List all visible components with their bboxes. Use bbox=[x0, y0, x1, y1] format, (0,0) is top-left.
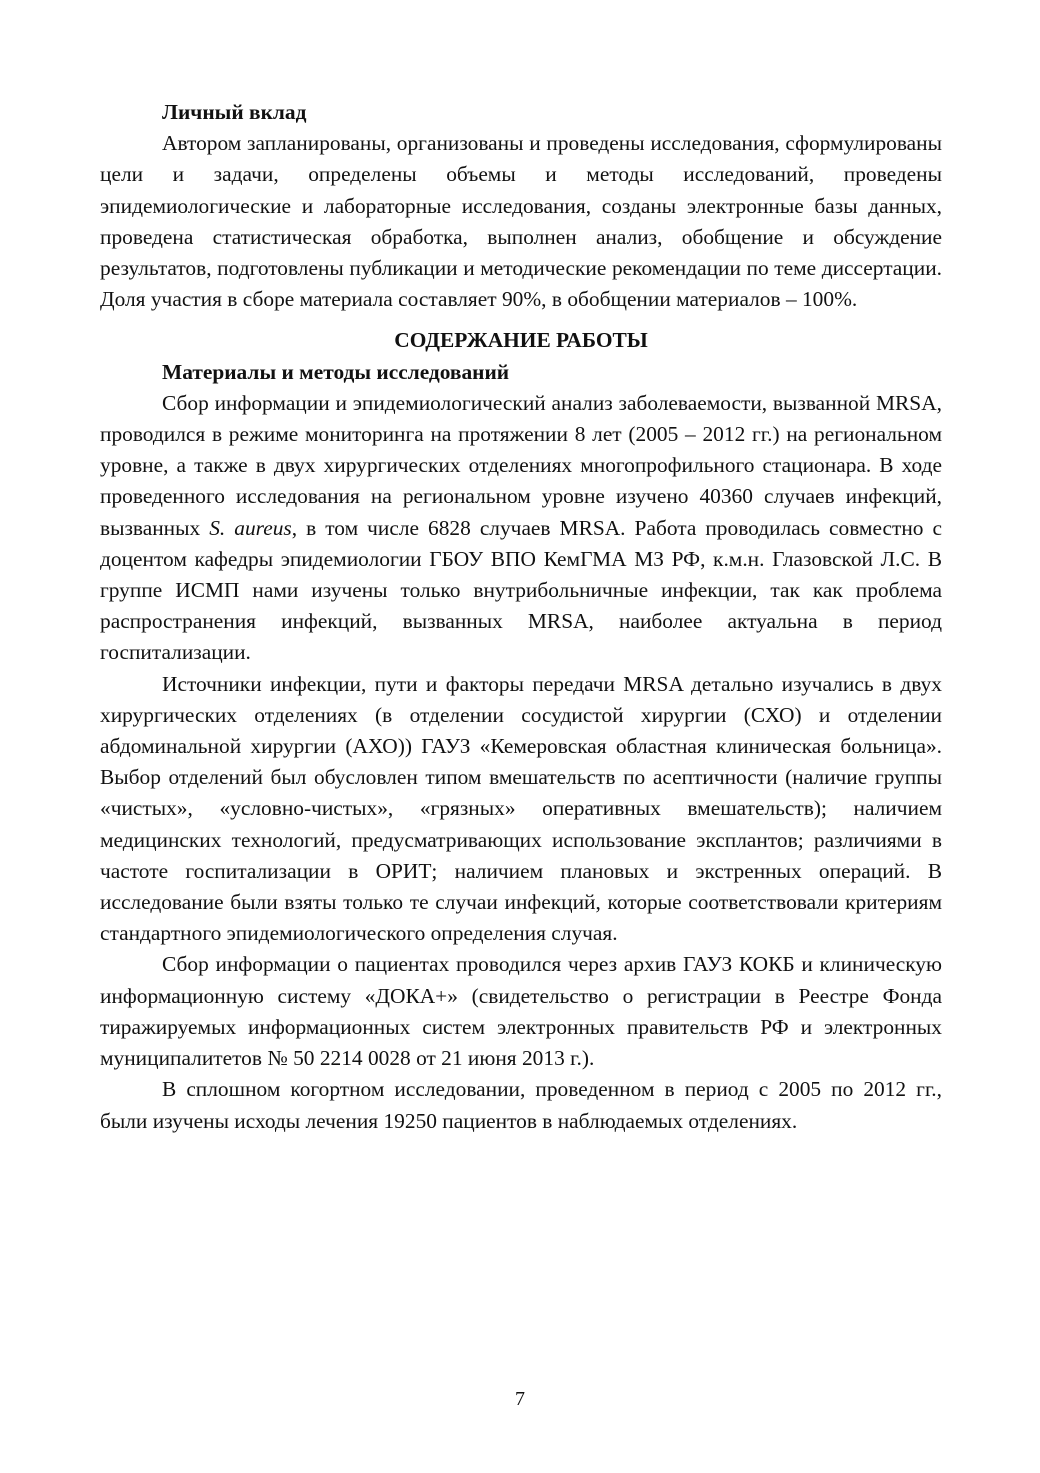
paragraph-data-collection bbox=[100, 388, 942, 669]
paragraph-patient-info: Сбор информации о пациентах проводился через архив ГАУЗ КОКБ и клиническую информационную систему «ДОКА+» (свидетельство о регистрации в Реестре Фонда тиражируемых информационных систем электронных правительств РФ и электронных муниципалитетов № 50 2214 0028 от 21 июня 2013 г.). bbox=[100, 952, 942, 1071]
paragraph-data-collection-part2: , в том числе 6828 случаев MRSA. Работа проводилась совместно с доцентом кафедры эпидемиологии ГБОУ ВПО КемГМА МЗ РФ, к.м.н. Глазовской Л.С. В группе ИСМП нами изучены только внутрибольничные инфекции, так как проблема распространения инфекций, вызванных MRSA, наиболее актуальна в период госпитализации. bbox=[100, 515, 942, 665]
paragraph-personal-contribution: Автором запланированы, организованы и проведены исследования, сформулированы цели и задачи, определены объемы и методы исследований, проведены эпидемиологические и лабораторные исследования, созданы электронные базы данных, проведена статистическая обработка, выполнен анализ, обобщение и обсуждение результатов, подготовлены публикации и методические рекомендации по теме диссертации. Доля участия в сборе материала составляет 90%, в обобщении материалов – 100%. bbox=[100, 131, 942, 312]
species-name-italic: S. aureus bbox=[209, 515, 292, 540]
section-heading-personal-contribution: Личный вклад bbox=[162, 100, 307, 124]
paragraph-data-collection-part1: Сбор информации и эпидемиологический анализ заболеваемости, вызванной MRSA, проводился в режиме мониторинга на протяжении 8 лет (2005 – 2012 гг.) на региональном уровне, а также в двух хирургических отделениях многопрофильного стационара. В ходе проведенного исследования на региональном уровне изучено 40360 случаев инфекций, вызванных bbox=[100, 390, 942, 540]
page-number: 7 bbox=[515, 1388, 525, 1410]
document-page bbox=[100, 97, 942, 1137]
subheading-materials-methods: Материалы и методы исследований bbox=[162, 359, 510, 384]
paragraph-infection-sources: Источники инфекции, пути и факторы передачи MRSA детально изучались в двух хирургических отделениях (в отделении сосудистой хирургии (СХО) и отделении абдоминальной хирургии (АХО)) ГАУЗ «Кемеровская областная клиническая больница». Выбор отделений был обусловлен типом вмешательств по асептичности (наличие группы «чистых», «условно-чистых», «грязных» оперативных вмешательств); наличием медицинских технологий, предусматривающих использование эксплантов; различиями в частоте госпитализации в ОРИТ; наличием плановых и экстренных операций. В исследование были взяты только те случаи инфекций, которые соответствовали критериям стандартного эпидемиологического определения случая. bbox=[100, 671, 942, 946]
section-heading-work-content: СОДЕРЖАНИЕ РАБОТЫ bbox=[394, 328, 648, 353]
paragraph-cohort-study: В сплошном когортном исследовании, проведенном в период с 2005 по 2012 гг., были изучены исходы лечения 19250 пациентов в наблюдаемых отделениях. bbox=[100, 1077, 942, 1133]
